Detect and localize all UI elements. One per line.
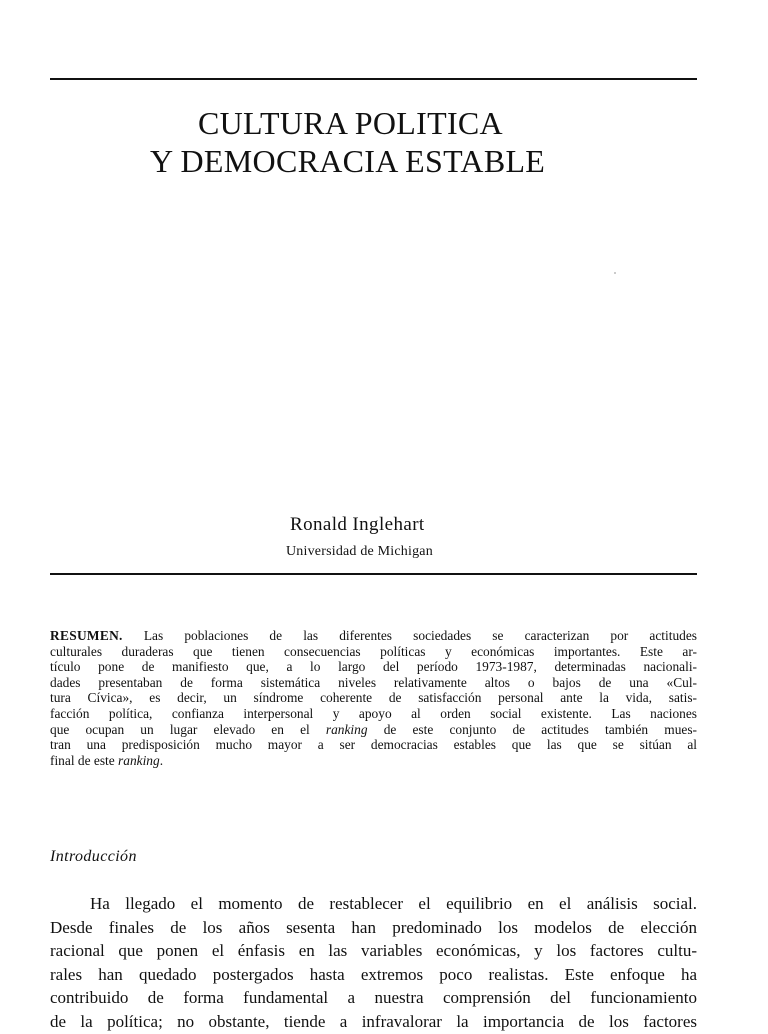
abstract-text: final de este [50,752,119,768]
top-rule [50,78,697,80]
abstract-line: dades presentaban de forma sistemática niveles relativamente altos o bajos de una «Cul- [50,674,697,690]
abstract-rule [50,573,697,575]
abstract-line: culturales duraderas que tienen consecuencias políticas y económicas importantes. Este ar- [50,643,697,659]
abstract-label: RESUMEN. [50,628,123,643]
body-text [50,892,697,1034]
title-line-1: CULTURA POLITICA [198,105,503,141]
body-line: de la política; no obstante, tiende a infravalorar la importancia de los factores [50,1011,697,1031]
abstract-line-text: Las poblaciones de las diferentes sociedades se caracterizan por actitudes [122,628,697,643]
body-line: contribuido de forma fundamental a nuestra comprensión del funcionamiento [50,988,697,1008]
abstract-text: de este conjunto de actitudes también mues- [367,721,697,737]
abstract-line: tículo pone de manifiesto que, a lo largo del período 1973-1987, determinadas nacionali- [50,659,697,675]
title-line-2: Y DEMOCRACIA ESTABLE [150,143,546,179]
author-name: Ronald Inglehart [290,514,425,535]
abstract-text: . [159,752,164,768]
article-title [150,104,610,180]
abstract-line: facción política, confianza interpersonal y apoyo al orden social existente. Las naciones [50,705,697,721]
scan-speck [614,272,616,274]
abstract-line: tura Cívica», es decir, un síndrome coherente de satisfacción personal ante la vida, satis- [50,690,697,706]
abstract-emphasis: ranking [325,721,368,737]
abstract-text: que ocupan un lugar elevado en el [50,721,326,737]
abstract-line [50,722,697,738]
section-heading: Introducción [50,848,137,865]
abstract-emphasis: ranking [118,752,160,768]
abstract [50,628,697,768]
body-line: rales han quedado postergados hasta extremos poco realistas. Este enfoque ha [50,964,697,984]
abstract-line [50,753,697,769]
body-line: Desde finales de los años sesenta han predominado los modelos de elección [50,917,697,937]
abstract-line: tran una predisposición mucho mayor a ser democracias estables que las que se sitúan al [50,737,697,753]
body-line: Ha llegado el momento de restablecer el equilibrio en el análisis social. [90,894,697,913]
abstract-line [50,628,697,644]
body-line: racional que ponen el énfasis en las variables económicas, y los factores cultu- [50,941,697,961]
author-affiliation: Universidad de Michigan [286,544,433,559]
